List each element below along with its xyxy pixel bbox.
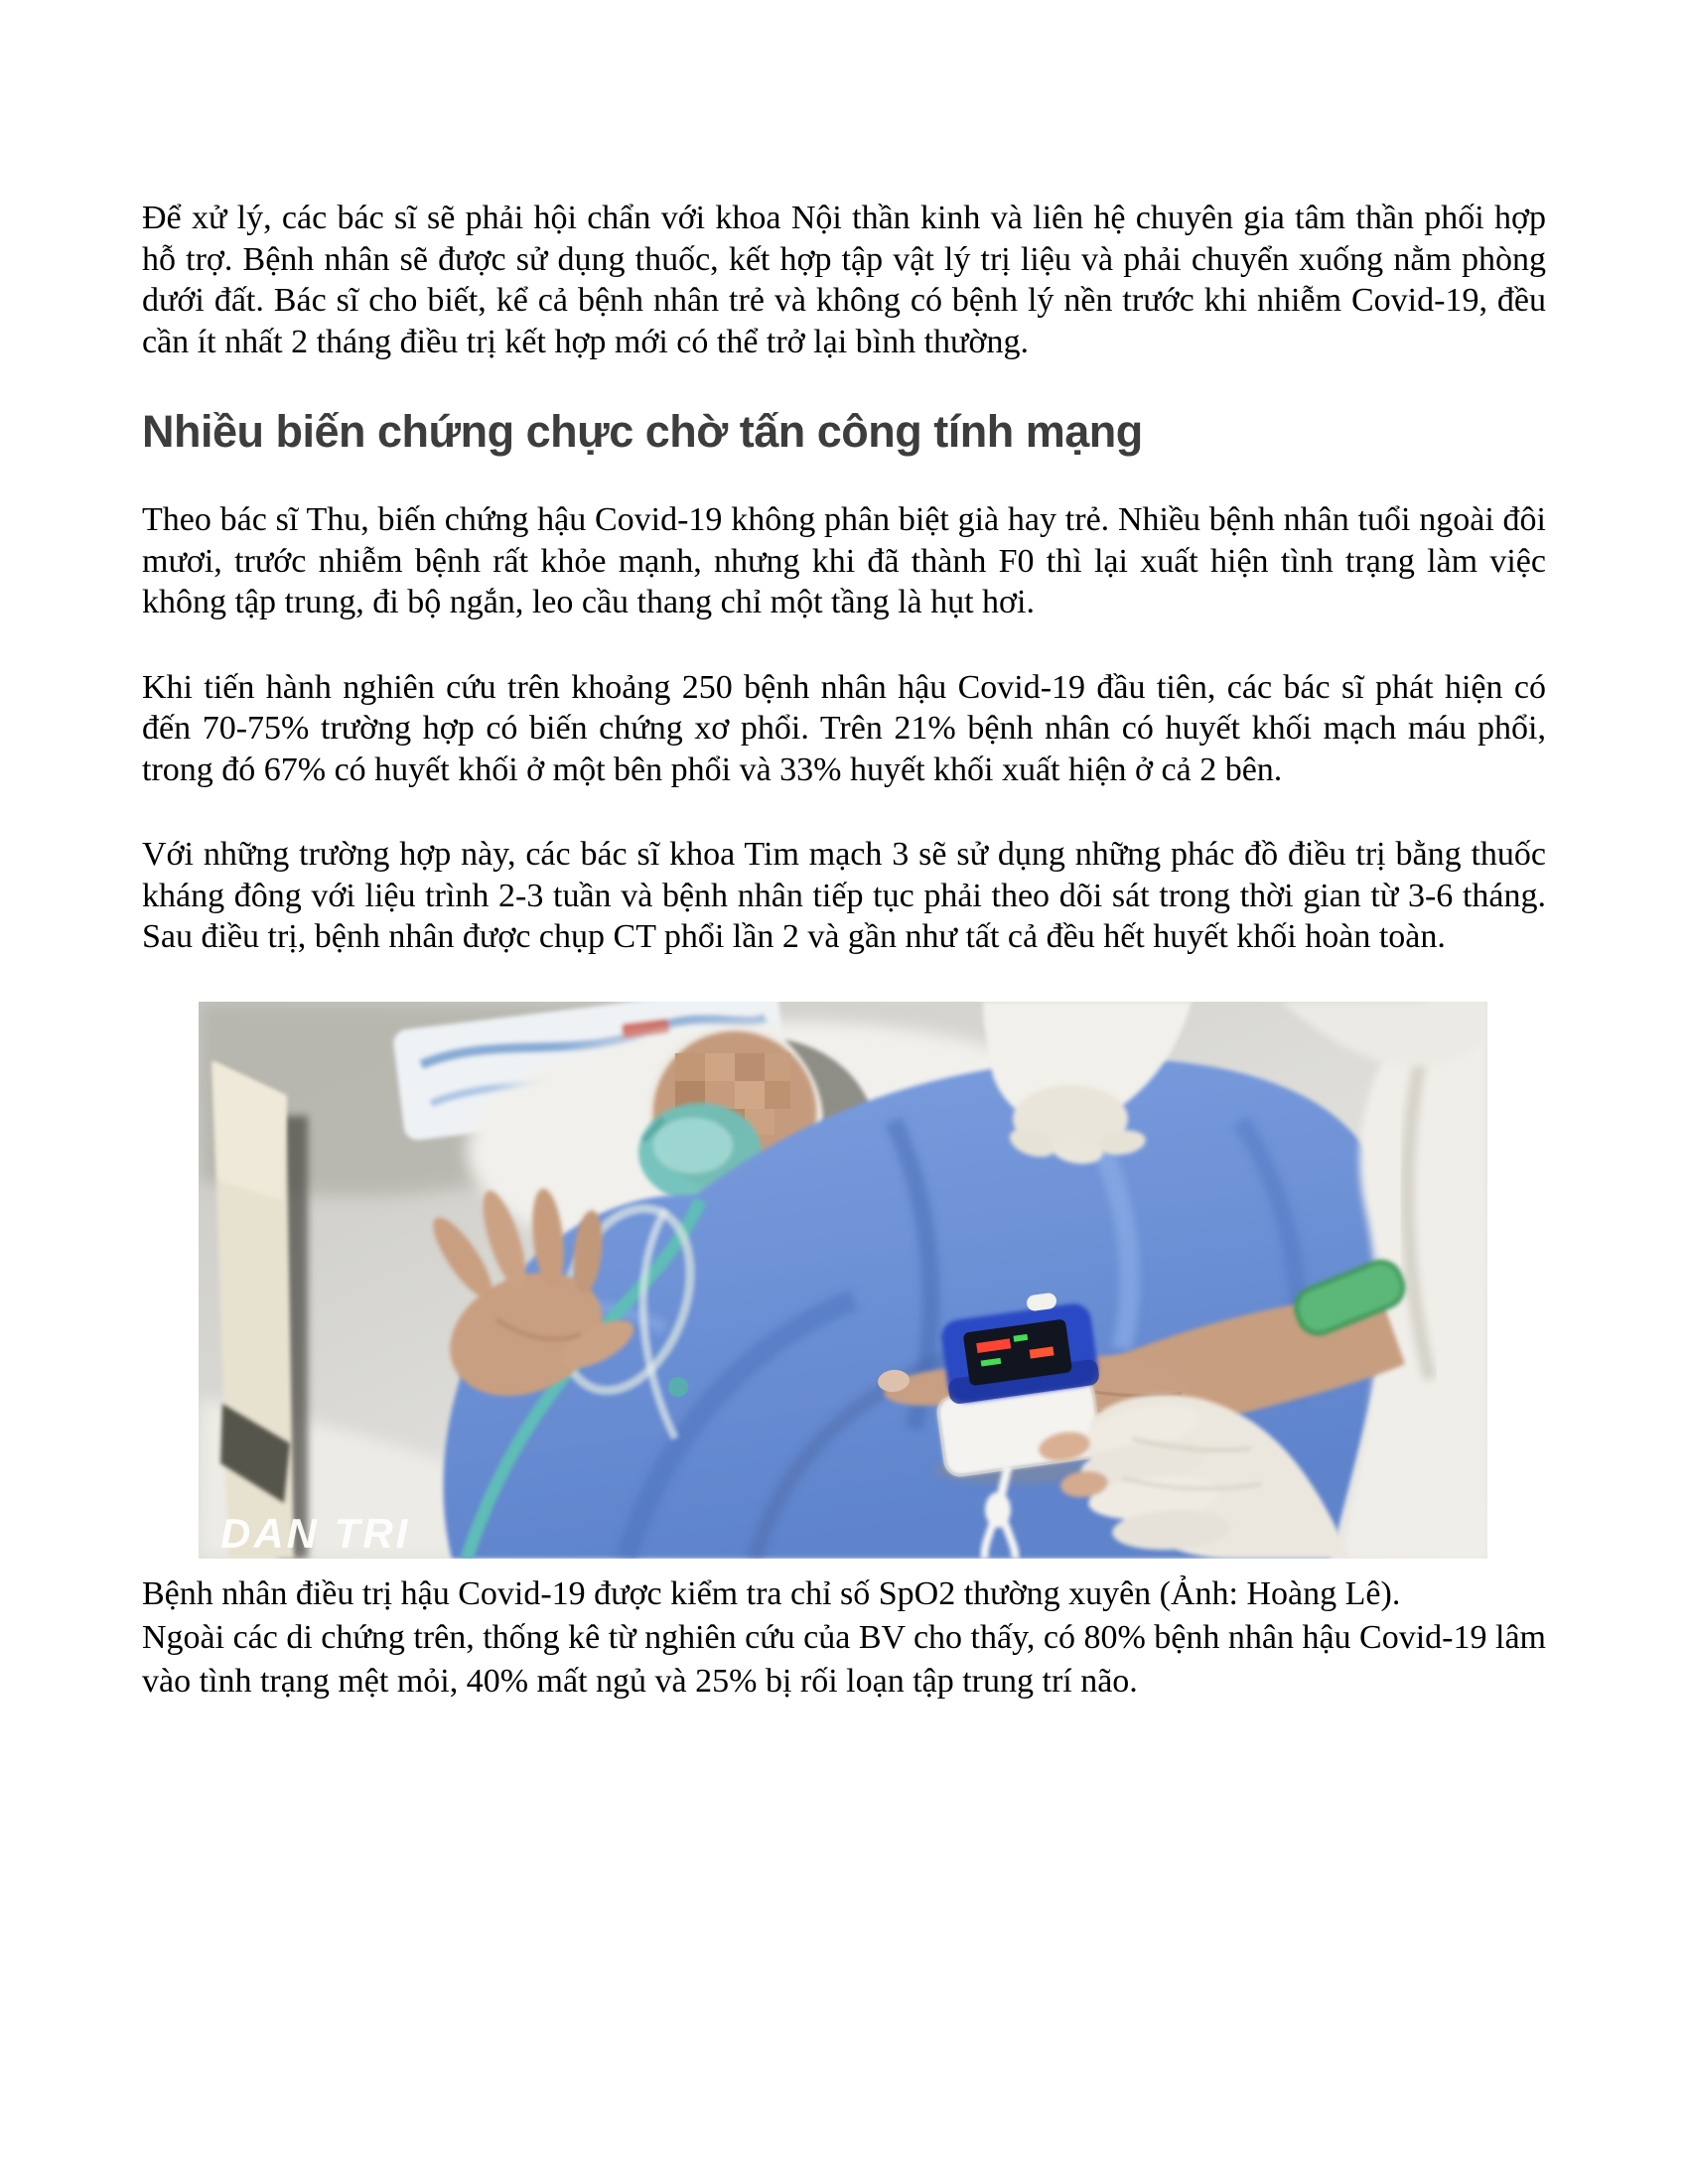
hospital-photo-illustration xyxy=(199,1002,1487,1559)
body-paragraph: Khi tiến hành nghiên cứu trên khoảng 250 bệnh nhân hậu Covid-19 đầu tiên, các bác sĩ phát hiện có đến 70-75% trường hợp có biến chứng xơ phổi. Trên 21% bệnh nhân có huyết khối mạch máu phổi, trong đó 67% có huyết khối ở một bên phổi và 33% huyết khối xuất hiện ở cả 2 bên. xyxy=(142,668,1546,788)
photo-caption: Bệnh nhân điều trị hậu Covid-19 được kiểm tra chỉ số SpO2 thường xuyên (Ảnh: Hoàng Lê). xyxy=(142,1574,1401,1612)
closing-paragraph: Ngoài các di chứng trên, thống kê từ nghiên cứu của BV cho thấy, có 80% bệnh nhân hậu Covid-19 lâm vào tình trạng mệt mỏi, 40% mất ngủ và 25% bị rối loạn tập trung trí não. xyxy=(142,1618,1546,1700)
article-body xyxy=(142,198,1546,1704)
photo-watermark: DAN TRI xyxy=(220,1509,411,1557)
intro-paragraph: Để xử lý, các bác sĩ sẽ phải hội chẩn với khoa Nội thần kinh và liên hệ chuyên gia tâm thần phối hợp hỗ trợ. Bệnh nhân sẽ được sử dụng thuốc, kết hợp tập vật lý trị liệu và phải chuyển xuống nằm phòng dưới đất. Bác sĩ cho biết, kể cả bệnh nhân trẻ và không có bệnh lý nền trước khi nhiễm Covid-19, đều cần ít nhất 2 tháng điều trị kết hợp mới có thể trở lại bình thường. xyxy=(142,200,1546,360)
gown-button xyxy=(668,1377,688,1397)
bed-rail xyxy=(212,1061,308,1559)
body-paragraph: Theo bác sĩ Thu, biến chứng hậu Covid-19 không phân biệt già hay trẻ. Nhiều bệnh nhân tuổi ngoài đôi mươi, trước nhiễm bệnh rất khỏe mạnh, nhưng khi đã thành F0 thì lại xuất hiện tình trạng làm việc không tập trung, đi bộ ngắn, leo cầu thang chỉ một tầng là hụt hơi. xyxy=(142,501,1546,620)
body-paragraph: Với những trường hợp này, các bác sĩ khoa Tim mạch 3 sẽ sử dụng những phác đồ điều trị bằng thuốc kháng đông với liệu trình 2-3 tuần và bệnh nhân tiếp tục phải theo dõi sát trong thời gian từ 3-6 tháng. Sau điều trị, bệnh nhân được chụp CT phổi lần 2 và gần như tất cả đều hết huyết khối hoàn toàn. xyxy=(142,836,1546,955)
section-heading: Nhiều biến chứng chực chờ tấn công tính mạng xyxy=(142,406,1143,457)
article-photo xyxy=(199,1002,1487,1559)
